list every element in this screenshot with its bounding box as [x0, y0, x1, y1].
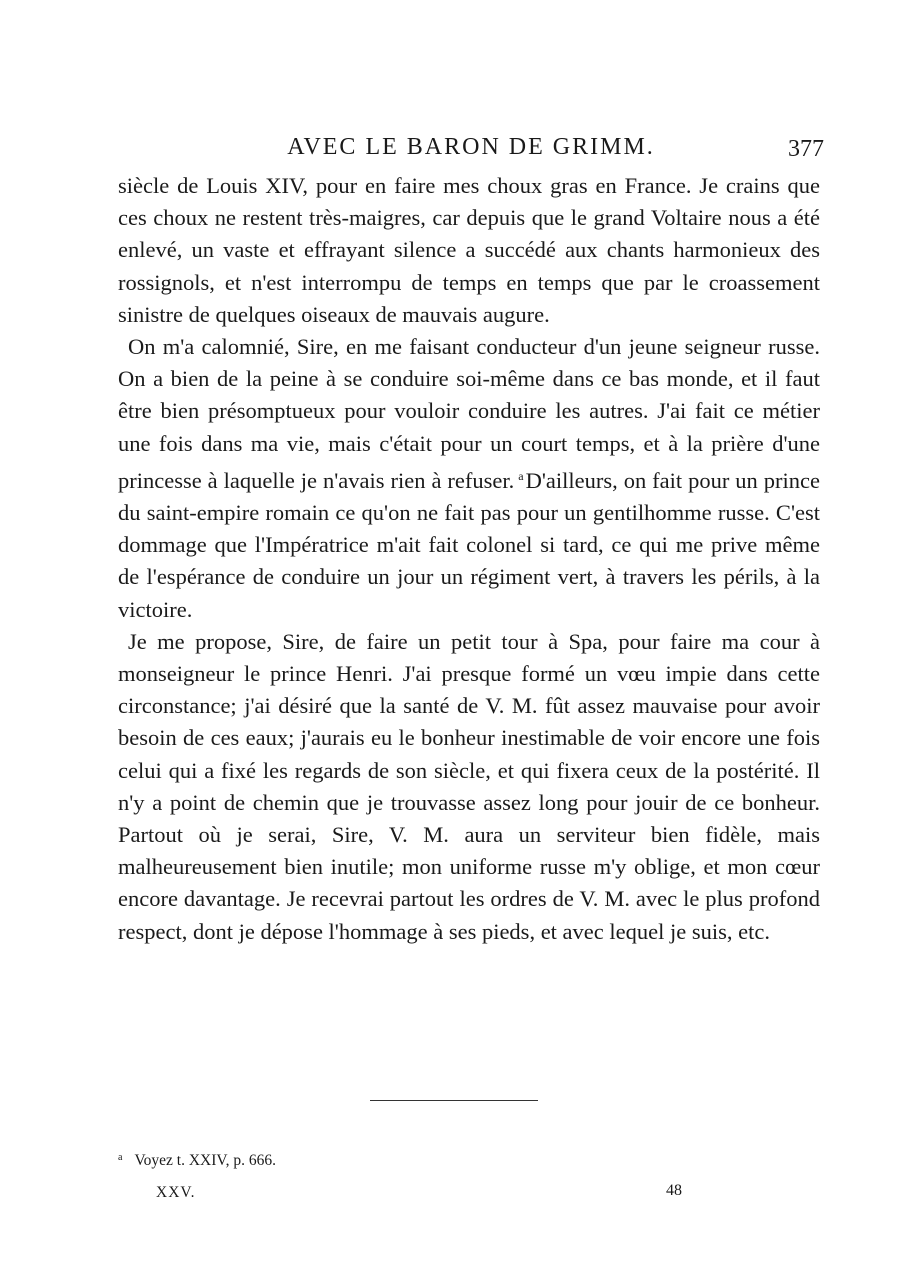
running-title: AVEC LE BARON DE GRIMM. [287, 134, 655, 160]
body-text [118, 170, 820, 948]
paragraph-calomnie [118, 331, 820, 626]
page-number: 377 [788, 136, 824, 162]
footnote-text: Voyez t. XXIV, p. 666. [134, 1152, 276, 1169]
volume-signature: XXV. [156, 1184, 196, 1201]
paragraph-text: D'ailleurs, on fait pour un prince du saint-empire romain ce qu'on ne fait pas pour un gentilhomme russe. C'est dommage que l'Impératrice m'ait fait colonel si tard, ce qui me prive même de l'espérance de conduire un jour un régiment vert, à travers les périls, à la victoire. [118, 467, 820, 622]
footnote-separator [370, 1100, 538, 1101]
paragraph-spa: Je me propose, Sire, de faire un petit tour à Spa, pour faire ma cour à monseigneur le prince Henri. J'ai presque formé un vœu impie dans cette circonstance; j'ai désiré que la santé de V. M. fût assez mauvaise pour avoir besoin de ces eaux; j'aurais eu le bonheur inestimable de voir encore une fois celui qui a fixé les regards de son siècle, et qui fixera ceux de la postérité. Il n'y a point de chemin que je trouvasse assez long pour jouir de ce bonheur. Partout où je serai, Sire, V. M. aura un serviteur bien fidèle, mais malheureusement bien inutile; mon uniforme russe m'y oblige, et mon cœur encore davantage. Je recevrai partout les ordres de V. M. avec le plus profond respect, dont je dépose l'hommage à ses pieds, et avec lequel je suis, etc. [118, 628, 820, 944]
paragraph-text: On m'a calomnié, Sire, en me faisant conducteur d'un jeune seigneur russe. On a bien de la peine à se conduire soi-même dans ce bas monde, et il faut être bien présomptueux pour vouloir conduire les autres. J'ai fait ce métier une fois dans ma vie, mais c'était pour un court temps, et à la prière d'une princesse à laquelle je n'avais rien à refuser. [118, 334, 820, 493]
paragraph-continued: siècle de Louis XIV, pour en faire mes choux gras en France. Je crains que ces choux ne restent très-maigres, car depuis que le grand Voltaire nous a été enlevé, un vaste et effrayant silence a succédé aux chants harmonieux des rossignols, et n'est interrompu de temps en temps que par le croassement sinistre de quelques oiseaux de mauvais augure. [118, 173, 820, 327]
footnote-mark: a [118, 1152, 123, 1163]
footnote-reference: a [518, 468, 524, 483]
running-head [118, 134, 824, 164]
sheet-number: 48 [666, 1182, 682, 1199]
footnote [118, 1152, 276, 1170]
